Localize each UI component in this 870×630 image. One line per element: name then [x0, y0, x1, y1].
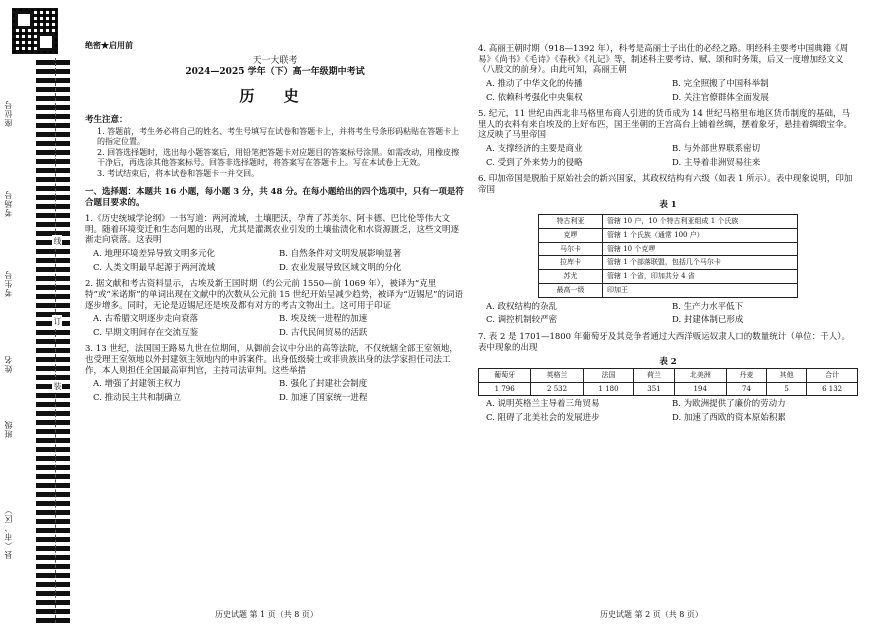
option-d: D. 关注官僚群体全面发展	[672, 92, 769, 103]
table-cell: 管辖 1 个部落联盟，包括几个马尔卡	[603, 256, 798, 270]
table-cell: 管辖 1 个氏族（通常 100 户）	[603, 228, 798, 242]
notice-item: 1. 答题前，考生务必将自己的姓名、考生号填写在试卷和答题卡上，并将考生号条形码粘贴在答题卡上的指定位置。	[97, 126, 460, 146]
table-row	[539, 283, 798, 297]
secret-mark: 绝密★启用前	[85, 40, 133, 50]
notice-item: 2. 回答选择题时，选出每小题答案后，用铅笔把答题卡对应题目的答案标号涂黑。如需改动，用橡皮擦干净后，再选涂其他答案标号。回答非选择题时，将答案写在答题卡上。写在本试卷上无效。	[97, 147, 460, 167]
table-cell: 351	[634, 382, 674, 396]
exam-org: 天一大联考	[252, 56, 298, 66]
option-a: A. 推动了中华文化的传播	[486, 78, 583, 89]
option-b: B. 完全照搬了中国科举制	[672, 78, 769, 89]
table-1-caption: 表 1	[659, 199, 677, 210]
table-cell: 1 796	[479, 382, 531, 396]
table-cell: 74	[726, 382, 766, 396]
table-cell: 特古利亚	[539, 215, 603, 229]
table-header-cell: 合计	[807, 368, 858, 382]
option-a: A. 古希腊文明逐步走向衰落	[93, 314, 199, 325]
section-heading: 一、选择题：本题共 16 小题，每小题 3 分，共 48 分。在每小题给出的四个选项中，只有一项是符合题目要求的。	[85, 186, 464, 208]
county-label: 县（市、区）	[4, 505, 13, 559]
option-c: C. 推动民主共和制确立	[93, 392, 182, 403]
option-b: B. 强化了封建社会制度	[279, 379, 368, 390]
question-1	[85, 214, 465, 273]
table-row	[539, 228, 798, 242]
exam-room-label: 考场号	[4, 190, 13, 217]
footer-page-1: 历史试题 第 1 页（共 8 页）	[215, 610, 318, 619]
question-7	[478, 332, 858, 424]
option-c: C. 依赖科考强化中央集权	[486, 92, 583, 103]
question-stem: 1.《历史统城学论纲》一书写道：两河流域，土壤肥沃，孕育了苏美尔、阿卡德、巴比伦等伟大文明。随着环境变迁和生态问题的出现，尤其是灌溉农业引发的土壤盐渍化和水资源匮乏，这些文明逐渐走向衰落。这表明	[85, 214, 460, 246]
fold-mark-staple: 订	[53, 317, 62, 325]
exam-title: 2024—2025 学年（下）高一年级期中考试	[185, 67, 365, 78]
question-stem: 6. 印加帝国是脱胎于原始社会的新兴国家，其政权结构有六级（如表 1 所示）。表中现象说明，印加帝国	[478, 174, 853, 195]
table-cell: 克啰	[539, 228, 603, 242]
option-d: D. 封建体制已形成	[672, 315, 744, 326]
student-id-label: 考生号	[4, 270, 13, 297]
table-cell: 管辖 1 个省，印加共分 4 省	[603, 270, 798, 284]
table-2-caption: 表 2	[659, 357, 677, 368]
table-header-cell: 丹麦	[726, 368, 766, 382]
notice-item: 3. 考试结束后，将本试卷和答题卡一并交回。	[97, 168, 260, 178]
fold-mark-line: 线	[53, 237, 62, 245]
question-6	[478, 174, 858, 326]
cut-line	[55, 58, 56, 623]
question-4	[478, 44, 858, 103]
option-c: C. 人类文明最早起源于两河流域	[93, 262, 216, 273]
option-c: C. 早期文明间存在交流互鉴	[93, 327, 199, 338]
question-stem: 2. 据文献和考古资料显示，古埃及新王国时期（约公元前 1550—前 1069 年），被译为“克里特”或“米诺斯”的单词出现在文献中的次数从公元前 15 世纪开始呈减少趋势，被译为“迈锡尼”的词语逐步增多。同时，无论是迈锡尼还是埃及都有对方的考古文物出土。这可用于印证	[85, 279, 463, 311]
table-cell: 2 532	[531, 382, 583, 396]
table-cell: 6 132	[807, 382, 858, 396]
table-1	[538, 214, 798, 298]
table-cell: 5	[767, 382, 807, 396]
question-2	[85, 279, 465, 338]
binding-stripes	[36, 58, 70, 623]
table-row	[479, 382, 858, 396]
option-d: D. 古代民间贸易的活跃	[279, 327, 368, 338]
subject-title: 历 史	[239, 86, 311, 105]
question-stem: 4. 高丽王朝时期（918—1392 年），科考是高丽士子出仕的必经之路。明经科主要考中国典籍《周易》《尚书》《毛诗》《春秋》《礼记》等，制述科主要考诗、赋、颂和时务策，后又一度增加经文义（八股文的前身）。由此可知，高丽王朝	[478, 44, 849, 76]
footer-page-2: 历史试题 第 2 页（共 8 页）	[600, 610, 703, 619]
option-c: C. 调控机制较严密	[486, 315, 558, 326]
option-a: A. 增强了封建领主权力	[93, 379, 182, 390]
option-a: A. 说明英格兰主导着三角贸易	[486, 399, 600, 410]
table-cell: 马尔卡	[539, 242, 603, 256]
table-row	[539, 215, 798, 229]
question-3	[85, 344, 465, 403]
question-5	[478, 109, 858, 168]
table-cell: 最高一级	[539, 283, 603, 297]
table-cell: 拉库卡	[539, 256, 603, 270]
table-header-cell: 英格兰	[531, 368, 583, 382]
option-c: C. 阻碍了北美社会的发展进步	[486, 412, 600, 423]
binding-sidebar	[0, 0, 74, 630]
table-2	[478, 368, 858, 397]
table-cell: 管辖 10 个克啰	[603, 242, 798, 256]
option-a: A. 政权结构的杂乱	[486, 301, 558, 312]
notice-block	[85, 115, 465, 179]
table-header-cell: 荷兰	[634, 368, 674, 382]
class-label: 班级	[4, 420, 13, 438]
table-header-cell: 葡萄牙	[479, 368, 531, 382]
option-b: B. 与外部世界联系密切	[672, 144, 761, 154]
table-header-row	[479, 368, 858, 382]
question-stem: 3. 13 世纪，法国国王路易九世在位期间，从御前会议中分出的高等法院，不仅统辖全部王室领地，也受理王室领地以外封建领主领地内的申诉案件。出身低级骑士或非贵族出身的法学家担任司法工作，本人则担任全国最高审判官，主持司法审判。这些举措	[85, 344, 458, 376]
page-1	[85, 40, 465, 404]
option-d: D. 加速了西欧的资本原始积累	[672, 412, 786, 423]
option-a: A. 支撑经济的主要是商业	[486, 144, 583, 154]
table-row	[539, 270, 798, 284]
option-b: B. 自然条件对文明发展影响显著	[279, 249, 402, 259]
question-stem: 5. 纪元，11 世纪由西北非马格里布商人引进的货币成为 14 世纪马格里布地区货币制度的基础，马里人的衣料有来自埃及的上好布匹，国王坐朝的王宫高台上铺着丝绸，摆着象牙，悬挂着绸缎宝伞。这反映了马里帝国	[478, 109, 853, 141]
option-b: B. 生产力水平低下	[672, 301, 744, 312]
seat-number-label: 座位号	[4, 100, 13, 127]
table-row	[539, 242, 798, 256]
table-cell: 194	[674, 382, 726, 396]
name-label: 姓名	[4, 355, 13, 373]
question-stem: 7. 表 2 是 1701—1800 年葡萄牙及其竞争者通过大西洋贩运奴隶人口的数量统计（单位：千人）。表中现象的出现	[478, 331, 851, 353]
option-b: B. 为欧洲提供了廉价的劳动力	[672, 399, 786, 410]
qr-code	[12, 8, 58, 54]
table-cell: 印加王	[603, 283, 798, 297]
table-cell: 1 180	[583, 382, 634, 396]
table-header-cell: 北美洲	[674, 368, 726, 382]
option-d: D. 农业发展导致区域文明的分化	[279, 262, 402, 273]
table-header-cell: 其他	[767, 368, 807, 382]
option-c: C. 受到了外来势力的侵略	[486, 157, 583, 168]
option-a: A. 地理环境差异导致文明多元化	[93, 249, 216, 259]
table-row	[539, 256, 798, 270]
notice-heading: 考生注意：	[85, 115, 128, 126]
page-2	[478, 44, 858, 424]
option-d: D. 主导着非洲贸易往来	[672, 157, 761, 168]
option-d: D. 加速了国家统一进程	[279, 392, 368, 403]
fold-mark-bind: 装	[53, 382, 62, 390]
table-cell: 苏尤	[539, 270, 603, 284]
option-b: B. 埃及统一进程的加速	[279, 314, 368, 325]
table-header-cell: 法国	[583, 368, 634, 382]
table-cell: 管辖 10 户，10 个特古利亚组成 1 个氏族	[603, 215, 798, 229]
